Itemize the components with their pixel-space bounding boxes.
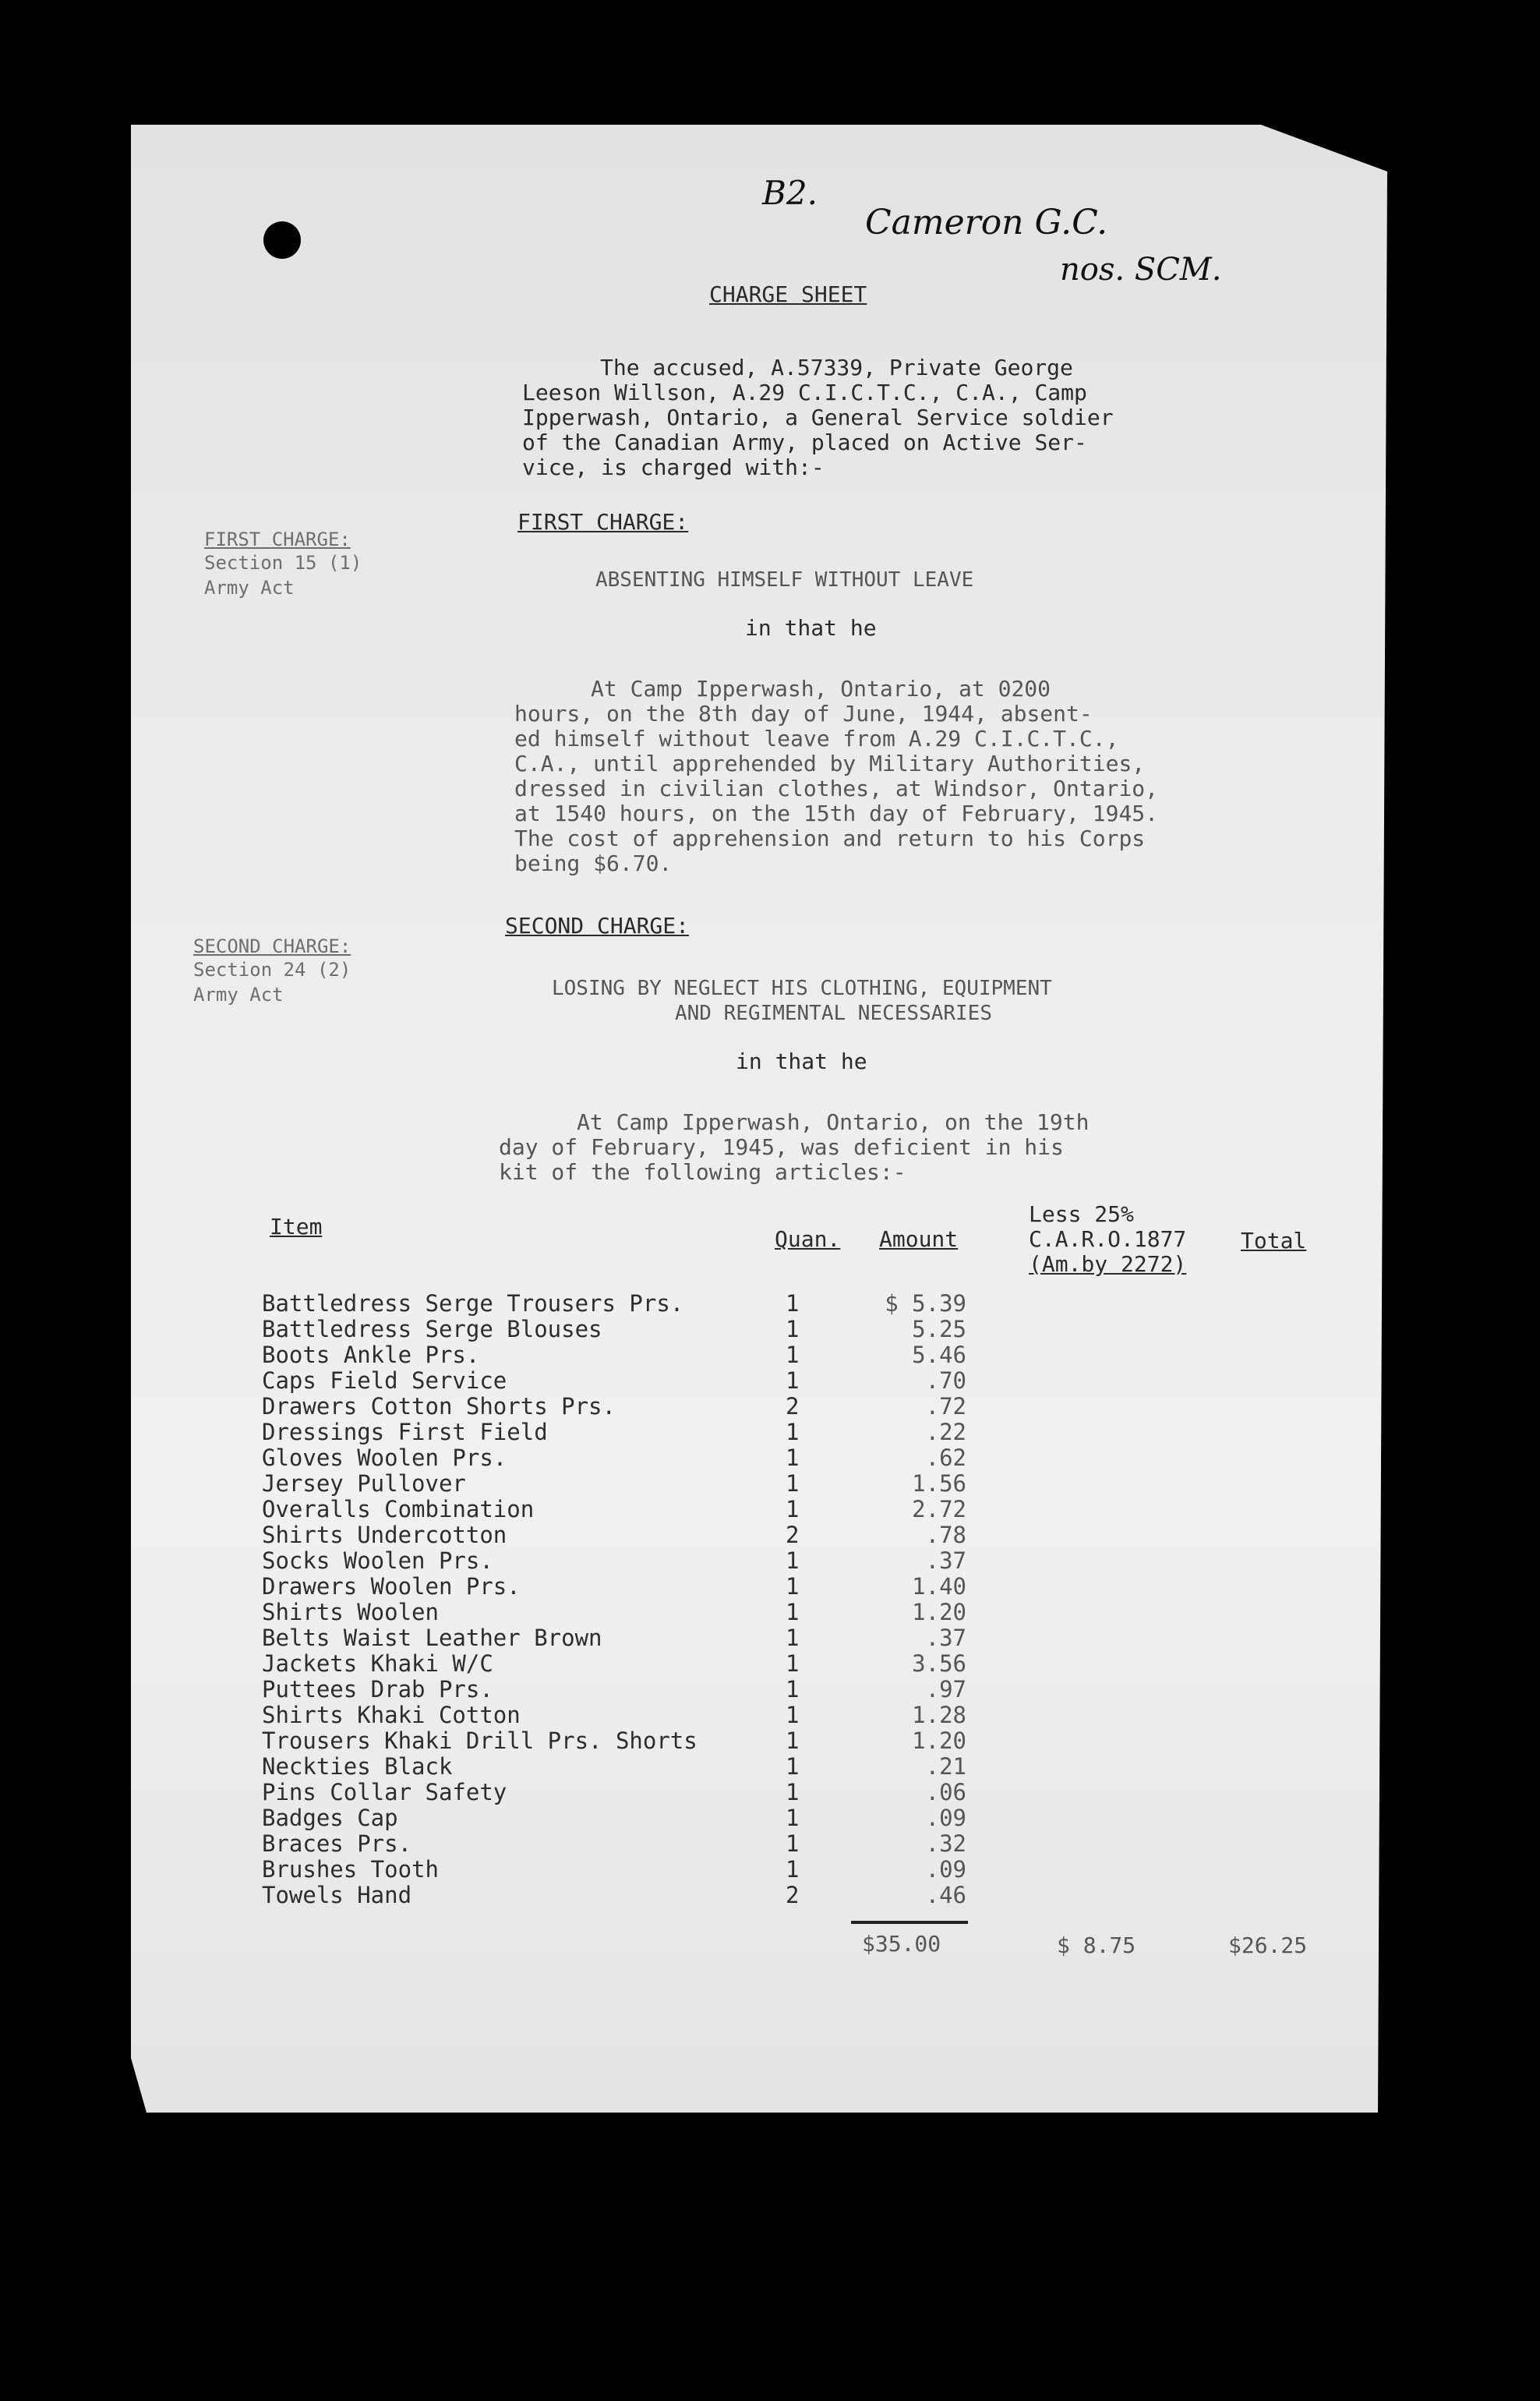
row-amount: 5.25 (912, 1316, 966, 1342)
margin-act: Army Act (204, 577, 295, 599)
row-quan: 1 (786, 1830, 800, 1857)
margin-act: Army Act (193, 984, 284, 1006)
row-amount: 1.28 (912, 1702, 966, 1728)
row-quan: 1 (786, 1419, 800, 1445)
second-charge-in-that: in that he (736, 1048, 867, 1074)
row-amount: .78 (925, 1522, 966, 1548)
table-row (0, 1883, 1540, 1908)
second-charge-heading: SECOND CHARGE: (505, 913, 690, 939)
row-quan: 1 (786, 1342, 800, 1368)
row-item: Towels Hand (262, 1882, 412, 1908)
row-item: Trousers Khaki Drill Prs. Shorts (262, 1727, 698, 1754)
row-amount: .21 (925, 1753, 966, 1780)
row-item: Belts Waist Leather Brown (262, 1625, 602, 1651)
row-quan: 1 (786, 1547, 800, 1574)
row-item: Overalls Combination (262, 1496, 535, 1522)
body-line: At Camp Ipperwash, Ontario, at 0200 (591, 676, 1051, 702)
margin-section: Section 24 (2) (193, 959, 351, 981)
row-item: Shirts Khaki Cotton (262, 1702, 521, 1728)
intro-line: of the Canadian Army, placed on Active Ser- (522, 430, 1087, 455)
row-quan: 1 (786, 1573, 800, 1600)
table-row (0, 1291, 1540, 1317)
table-row (0, 1600, 1540, 1625)
row-quan: 1 (786, 1727, 800, 1754)
row-item: Socks Woolen Prs. (262, 1547, 493, 1574)
table-row (0, 1728, 1540, 1754)
row-item: Shirts Undercotton (262, 1522, 507, 1548)
row-amount: .37 (925, 1625, 966, 1651)
header-quan: Quan. (775, 1226, 841, 1252)
margin-section: Section 15 (1) (204, 552, 362, 574)
row-amount: .62 (925, 1444, 966, 1471)
row-quan: 2 (786, 1882, 800, 1908)
row-quan: 1 (786, 1367, 800, 1394)
row-amount: $ 5.39 (885, 1290, 966, 1317)
table-row (0, 1420, 1540, 1445)
page-title: CHARGE SHEET (709, 281, 867, 307)
row-amount: .97 (925, 1676, 966, 1703)
table-row (0, 1831, 1540, 1857)
total-rule (851, 1921, 968, 1924)
header-total: Total (1241, 1228, 1307, 1254)
row-amount: .06 (925, 1779, 966, 1805)
table-row (0, 1780, 1540, 1805)
row-quan: 1 (786, 1702, 800, 1728)
row-quan: 1 (786, 1779, 800, 1805)
annotation-name: Cameron G.C. (865, 203, 1108, 242)
row-amount: .46 (925, 1882, 966, 1908)
table-row (0, 1677, 1540, 1703)
row-quan: 1 (786, 1470, 800, 1497)
body-line: dressed in civilian clothes, at Windsor, Ontario, (514, 776, 1159, 801)
body-line: being $6.70. (514, 850, 673, 876)
row-item: Battledress Serge Blouses (262, 1316, 602, 1342)
table-row (0, 1625, 1540, 1651)
table-row (0, 1342, 1540, 1368)
header-less: Less 25% (1029, 1201, 1134, 1227)
row-item: Braces Prs. (262, 1830, 412, 1857)
row-quan: 1 (786, 1650, 800, 1677)
row-quan: 1 (786, 1496, 800, 1522)
table-row (0, 1471, 1540, 1497)
row-item: Drawers Cotton Shorts Prs. (262, 1393, 616, 1420)
table-row (0, 1368, 1540, 1394)
row-quan: 1 (786, 1753, 800, 1780)
row-item: Jersey Pullover (262, 1470, 466, 1497)
row-quan: 1 (786, 1625, 800, 1651)
intro-line: Ipperwash, Ontario, a General Service soldier (522, 405, 1114, 430)
row-quan: 2 (786, 1522, 800, 1548)
row-amount: .70 (925, 1367, 966, 1394)
row-amount: .37 (925, 1547, 966, 1574)
row-item: Pins Collar Safety (262, 1779, 507, 1805)
header-amount: Amount (879, 1226, 959, 1252)
row-quan: 1 (786, 1599, 800, 1625)
row-item: Caps Field Service (262, 1367, 507, 1394)
row-item: Neckties Black (262, 1753, 453, 1780)
intro-line: The accused, A.57339, Private George (600, 355, 1073, 380)
row-amount: 1.20 (912, 1727, 966, 1754)
total-amount: $35.00 (862, 1931, 941, 1957)
body-line: At Camp Ipperwash, Ontario, on the 19th (577, 1109, 1090, 1135)
row-quan: 1 (786, 1316, 800, 1342)
row-item: Dressings First Field (262, 1419, 548, 1445)
row-item: Puttees Drab Prs. (262, 1676, 493, 1703)
row-item: Brushes Tooth (262, 1856, 439, 1883)
row-amount: 1.20 (912, 1599, 966, 1625)
second-charge-offence-line: AND REGIMENTAL NECESSARIES (675, 1002, 992, 1025)
row-quan: 1 (786, 1444, 800, 1471)
table-row (0, 1394, 1540, 1420)
row-amount: .32 (925, 1830, 966, 1857)
table-row (0, 1703, 1540, 1728)
row-quan: 2 (786, 1393, 800, 1420)
row-item: Drawers Woolen Prs. (262, 1573, 521, 1600)
first-charge-offence: ABSENTING HIMSELF WITHOUT LEAVE (595, 568, 974, 592)
row-item: Jackets Khaki W/C (262, 1650, 493, 1677)
row-quan: 1 (786, 1290, 800, 1317)
annotation-note: nos. SCM. (1060, 252, 1222, 288)
intro-line: vice, is charged with:- (522, 454, 825, 480)
body-line: ed himself without leave from A.29 C.I.C.T.C., (514, 726, 1119, 751)
body-line: at 1540 hours, on the 15th day of February, 1945. (514, 801, 1159, 826)
row-quan: 1 (786, 1856, 800, 1883)
total-less: $ 8.75 (1057, 1932, 1136, 1958)
table-row (0, 1574, 1540, 1600)
first-charge-heading: FIRST CHARGE: (517, 509, 689, 535)
annotation-ref: B2. (762, 174, 818, 212)
intro-line: Leeson Willson, A.29 C.I.C.T.C., C.A., Camp (522, 380, 1087, 405)
body-line: C.A., until apprehended by Military Authorities, (514, 751, 1146, 776)
table-row (0, 1651, 1540, 1677)
row-amount: 3.56 (912, 1650, 966, 1677)
row-item: Gloves Woolen Prs. (262, 1444, 507, 1471)
row-amount: 1.56 (912, 1470, 966, 1497)
table-row (0, 1754, 1540, 1780)
margin-label: FIRST CHARGE: (204, 529, 351, 550)
header-less: C.A.R.O.1877 (1029, 1226, 1187, 1252)
row-amount: .22 (925, 1419, 966, 1445)
row-amount: 2.72 (912, 1496, 966, 1522)
row-item: Boots Ankle Prs. (262, 1342, 480, 1368)
table-row (0, 1445, 1540, 1471)
body-line: hours, on the 8th day of June, 1944, absent- (514, 701, 1093, 727)
table-row (0, 1548, 1540, 1574)
table-row (0, 1317, 1540, 1342)
row-amount: 5.46 (912, 1342, 966, 1368)
row-item: Badges Cap (262, 1805, 398, 1831)
margin-label: SECOND CHARGE: (193, 935, 351, 957)
header-less: (Am.by 2272) (1029, 1251, 1187, 1277)
row-amount: .09 (925, 1805, 966, 1831)
header-item: Item (270, 1214, 323, 1239)
table-row (0, 1857, 1540, 1883)
row-amount: .72 (925, 1393, 966, 1420)
body-line: kit of the following articles:- (499, 1159, 906, 1185)
first-charge-in-that: in that he (745, 615, 877, 641)
body-line: The cost of apprehension and return to his Corps (514, 826, 1146, 851)
total-net: $26.25 (1228, 1932, 1308, 1958)
row-amount: .09 (925, 1856, 966, 1883)
table-row (0, 1805, 1540, 1831)
table-row (0, 1522, 1540, 1548)
row-item: Shirts Woolen (262, 1599, 439, 1625)
punch-hole (263, 221, 301, 259)
row-amount: 1.40 (912, 1573, 966, 1600)
row-quan: 1 (786, 1676, 800, 1703)
table-row (0, 1497, 1540, 1522)
second-charge-offence-line: LOSING BY NEGLECT HIS CLOTHING, EQUIPMENT (552, 977, 1052, 1000)
body-line: day of February, 1945, was deficient in his (499, 1134, 1064, 1160)
row-item: Battledress Serge Trousers Prs. (262, 1290, 684, 1317)
row-quan: 1 (786, 1805, 800, 1831)
